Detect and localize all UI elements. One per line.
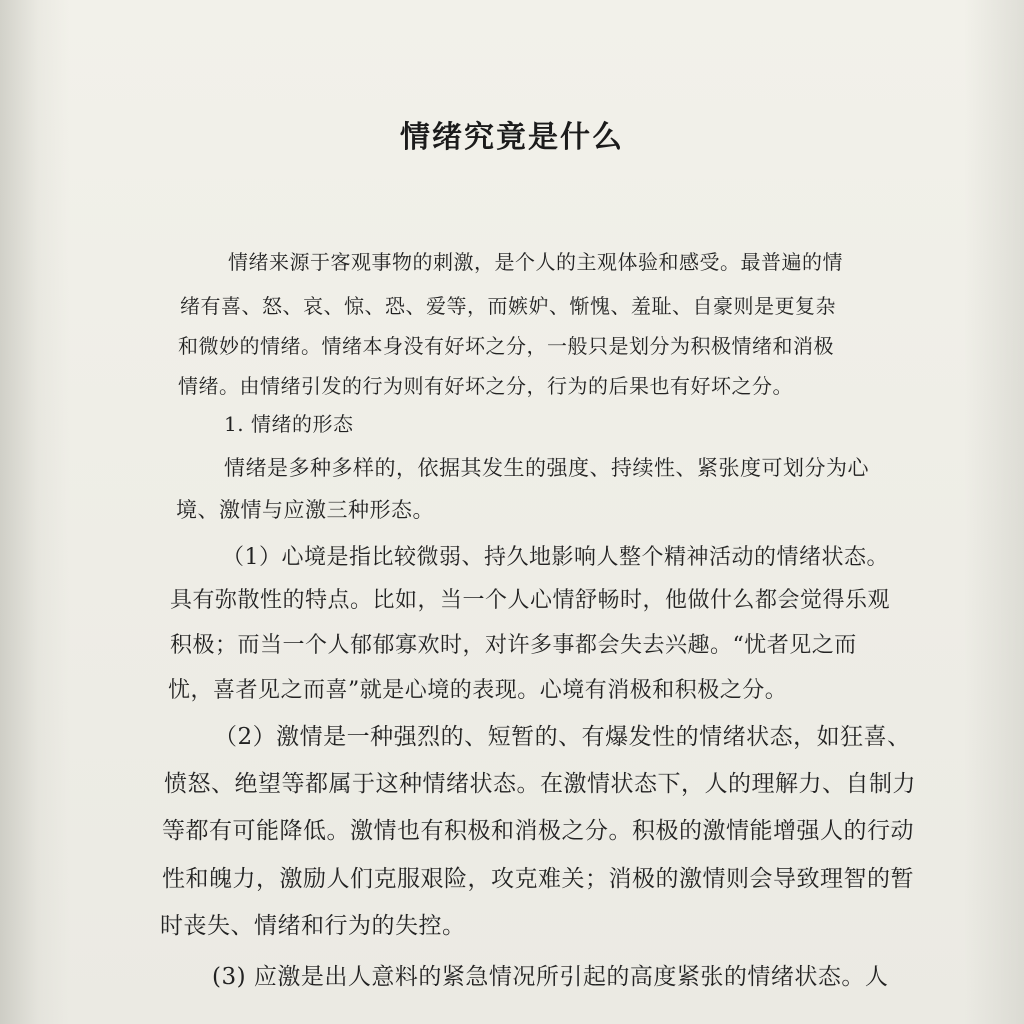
text-line: （1）心境是指比较微弱、持久地影响人整个精神活动的情绪状态。: [222, 545, 889, 570]
section-heading: 1. 情绪的形态: [224, 412, 354, 436]
text-line: 和微妙的情绪。情绪本身没有好坏之分，一般只是划分为积极情绪和消极: [178, 334, 834, 358]
text-line: 情绪是多种多样的，依据其发生的强度、持续性、紧张度可划分为心: [224, 456, 869, 480]
text-line: 情绪。由情绪引发的行为则有好坏之分，行为的后果也有好坏之分。: [178, 374, 793, 398]
text-line: 愤怒、绝望等都属于这种情绪状态。在激情状态下，人的理解力、自制力: [164, 771, 916, 797]
text-line: 境、激情与应激三种形态。: [176, 498, 434, 522]
page-title: 情绪究竟是什么: [400, 120, 624, 155]
text-line: (3) 应激是出人意料的紧急情况所引起的高度紧张的情绪状态。人: [212, 964, 889, 990]
text-line: 时丧失、情绪和行为的失控。: [160, 913, 466, 939]
text-line: 等都有可能降低。激情也有积极和消极之分。积极的激情能增强人的行动: [162, 818, 914, 844]
text-line: 情绪来源于客观事物的刺激，是个人的主观体验和感受。最普遍的情: [228, 250, 843, 274]
text-line: （2）激情是一种强烈的、短暂的、有爆发性的情绪状态，如狂喜、: [214, 724, 911, 750]
text-line: 绪有喜、怒、哀、惊、恐、爱等，而嫉妒、惭愧、羞耻、自豪则是更复杂: [180, 294, 836, 318]
text-line: 忧，喜者见之而喜”就是心境的表现。心境有消极和积极之分。: [168, 678, 788, 703]
text-line: 积极；而当一个人郁郁寡欢时，对许多事都会失去兴趣。“忧者见之而: [170, 633, 857, 658]
text-line: 性和魄力，激励人们克服艰险，攻克难关；消极的激情则会导致理智的暂: [162, 866, 914, 892]
text-line: 具有弥散性的特点。比如，当一个人心情舒畅时，他做什么都会觉得乐观: [170, 588, 891, 613]
